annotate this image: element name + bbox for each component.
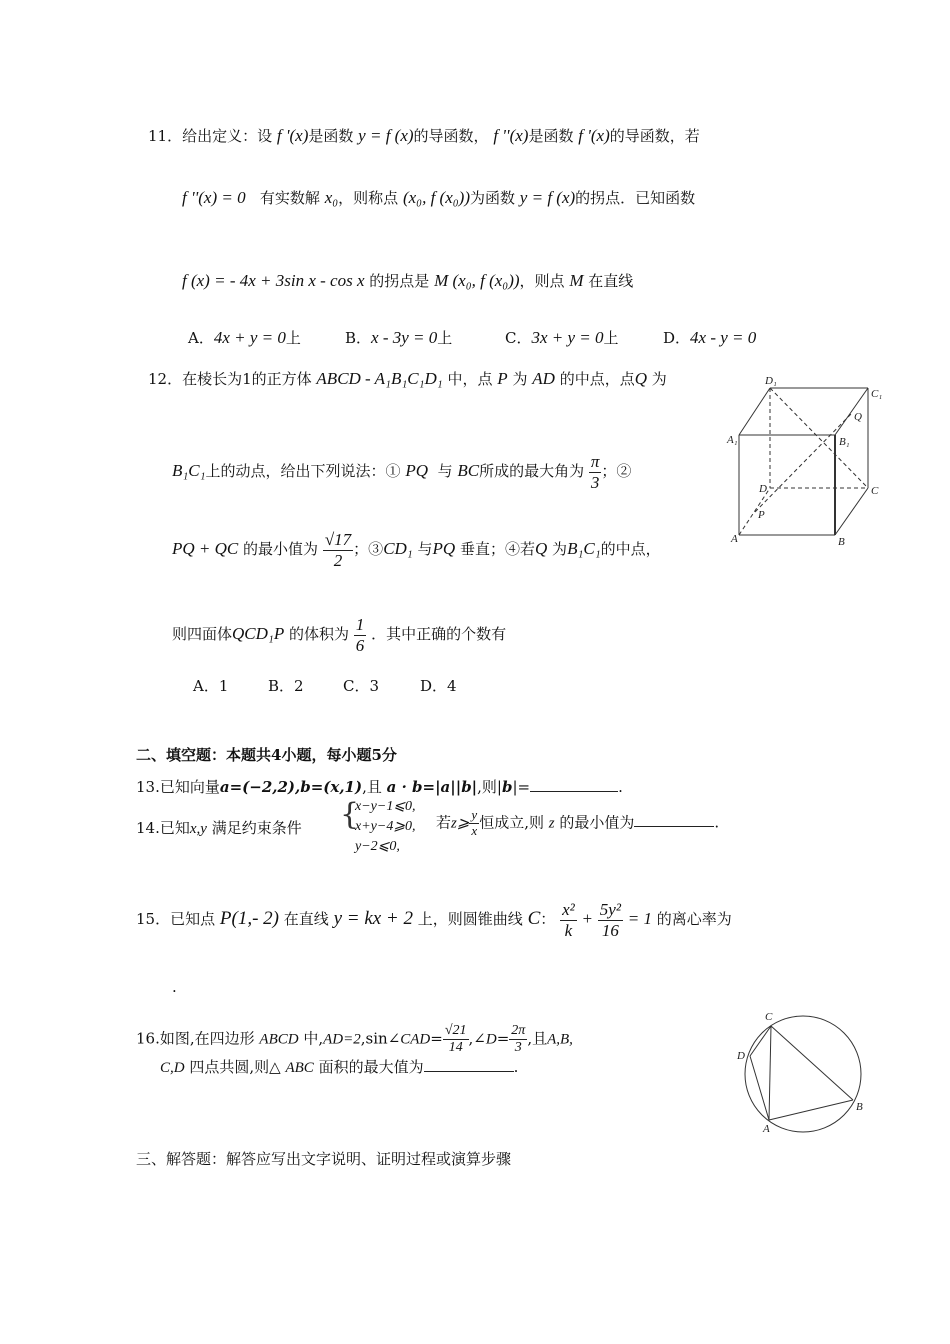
label-d1: D₁ (765, 375, 777, 387)
q11-option-d: D．4x - y = 0 (663, 328, 757, 347)
q12-number: 12． (148, 370, 183, 388)
q11-math: f (x) = - 4x + 3sin x - cos x (182, 271, 365, 290)
q11-text: 有实数解 (259, 189, 320, 207)
answer-blank[interactable] (634, 812, 714, 827)
answer-blank[interactable] (424, 1057, 514, 1072)
fraction: $\frac{\pi}{3}$ (590, 452, 600, 492)
brace: { (340, 797, 360, 832)
label-c: C (871, 485, 879, 497)
label-a: A (763, 1123, 770, 1135)
segment-d1c (770, 388, 868, 488)
q11-math: y = f (x) (519, 188, 576, 207)
section-2-heading: 二、填空题：本题共4小题，每小题5分 (136, 746, 397, 764)
label-a: A (731, 533, 738, 545)
segment-ab (769, 1100, 853, 1120)
q11-line3 (182, 270, 633, 291)
q11-text: ，则点 (519, 272, 565, 290)
q12-line2: B₁C₁上的动点，给出下列说法：① PQ 与 BC所成的最大角为 $\frac{\pi}{3}$ ；② (172, 452, 632, 492)
q11-text: 的拐点．已知函数 (575, 189, 696, 207)
q11-text: 是函数 (528, 127, 574, 145)
answer-blank[interactable] (530, 777, 618, 792)
q12-line3: PQ + QC 的最小值为 $\frac{√17}{2}$ ；③CD₁ 与PQ 垂直；④若Q 为B₁C₁的中点， (172, 530, 661, 570)
fraction: $\frac{2\pi}{3}$ (511, 1023, 526, 1056)
q11-math: M (569, 271, 584, 290)
q11-text: 的拐点是 (369, 272, 430, 290)
q12-option-d: D．4 (420, 677, 457, 695)
label-c1: C₁ (871, 388, 883, 400)
q11-math: (x₀, f (x₀)) (402, 188, 470, 207)
q11-math: x₀ (324, 188, 339, 207)
q11-text: 的导函数，若 (609, 127, 700, 145)
section-3-heading: 三、解答题：解答应写出文字说明、证明过程或演算步骤 (136, 1150, 512, 1168)
q11-text: 的导函数， (413, 127, 489, 145)
q11-math: f '(x) (578, 126, 610, 145)
q11-math: f '(x) (276, 126, 309, 145)
label-c: C (765, 1011, 773, 1023)
q11-math: f ''(x) = 0 (182, 188, 246, 207)
label-q: Q (854, 411, 862, 423)
label-d: D (737, 1050, 745, 1062)
fraction: $\frac{√17}{2}$ (324, 530, 352, 570)
fraction: $\frac{\text{5y²}}{16}$ (599, 900, 621, 940)
q14-suffix: 若z⩾ $\frac{y}{x}$ 恒成立,则 z 的最小值为 . (436, 807, 720, 838)
q11-text: ，则称点 (338, 189, 399, 207)
label-p: P (758, 509, 765, 521)
segment-cd (750, 1026, 771, 1056)
q11-math: f ''(x) (493, 126, 529, 145)
q11-text: 为函数 (470, 189, 516, 207)
q12-option-b: B．2 (268, 677, 304, 695)
edge-ad (739, 488, 770, 535)
label-b: B (856, 1101, 863, 1113)
q12-option-c: C．3 (343, 677, 380, 695)
fraction: $\frac{1}{6}$ (355, 615, 365, 655)
constraints: x−y−1⩽0, x+y−4⩾0, y−2⩽0, (355, 799, 416, 854)
label-b1: B₁ (839, 436, 850, 448)
q11-line1 (148, 125, 700, 146)
q11-text: 给出定义：设 (182, 127, 273, 145)
segment-ca (769, 1026, 771, 1120)
q11-number: 11． (148, 127, 183, 145)
segment-da (750, 1056, 769, 1120)
cube-figure (725, 372, 890, 547)
label-d: D (759, 483, 767, 495)
q11-text: 是函数 (308, 127, 354, 145)
label-a1: A₁ (727, 434, 738, 446)
q11-option-b: B．x - 3y = 0上 (345, 328, 453, 347)
q11-text: 在直线 (588, 272, 634, 290)
edge-b1c1 (835, 388, 868, 435)
circumcircle (745, 1016, 861, 1132)
q11-line2 (182, 187, 695, 208)
q15-end-dot: . (172, 978, 177, 996)
q12-line4: 则四面体QCD₁P 的体积为 $\frac{1}{6}$ ．其中正确的个数有 (172, 615, 507, 655)
q12-option-a: A．1 (193, 677, 229, 695)
fraction: $\frac{√21}{14}$ (444, 1023, 467, 1056)
q11-math: M (x₀, f (x₀)) (434, 271, 520, 290)
fraction: $\frac{\text{x²}}{k}$ (562, 900, 575, 940)
label-b: B (838, 536, 845, 547)
q12-line1: 12．在棱长为1的正方体 ABCD - A₁B₁C₁D₁ 中，点 P 为 AD 的中点，点Q 为 (148, 369, 667, 388)
circle-figure (735, 1008, 870, 1138)
q16-line2: C,D 四点共圆,则△ ABC 面积的最大值为 . (160, 1058, 519, 1076)
fraction: $\frac{y}{x}$ (471, 807, 478, 838)
q15: 15．已知点 P(1,- 2) 在直线 y = kx + 2 上，则圆锥曲线 C： $\frac{\text{x²}}{k}$ + $\frac{\text{5y²}}{16}$ = 1 的离心率为 (136, 900, 732, 940)
segment-bc (771, 1026, 853, 1100)
q11-option-a: A．4x + y = 0上 (188, 328, 301, 347)
q11-option-c: C．3x + y = 0上 (505, 328, 619, 347)
q14-prefix: 14.已知x,y 满足约束条件 (136, 819, 302, 837)
q13: 13.已知向量a=(−2,2),b=(x,1),且 a · b=|a||b|,则|b|= . (136, 778, 623, 796)
edge-a1d1 (739, 388, 770, 435)
q11-math: y = f (x) (358, 126, 414, 145)
q16-line1: 16.如图,在四边形 ABCD 中,AD=2,sin∠CAD= $\frac{√21}{14}$ ,∠D= $\frac{2\pi}{3}$ ,且A,B, (136, 1023, 573, 1056)
edge-bc (835, 488, 868, 535)
